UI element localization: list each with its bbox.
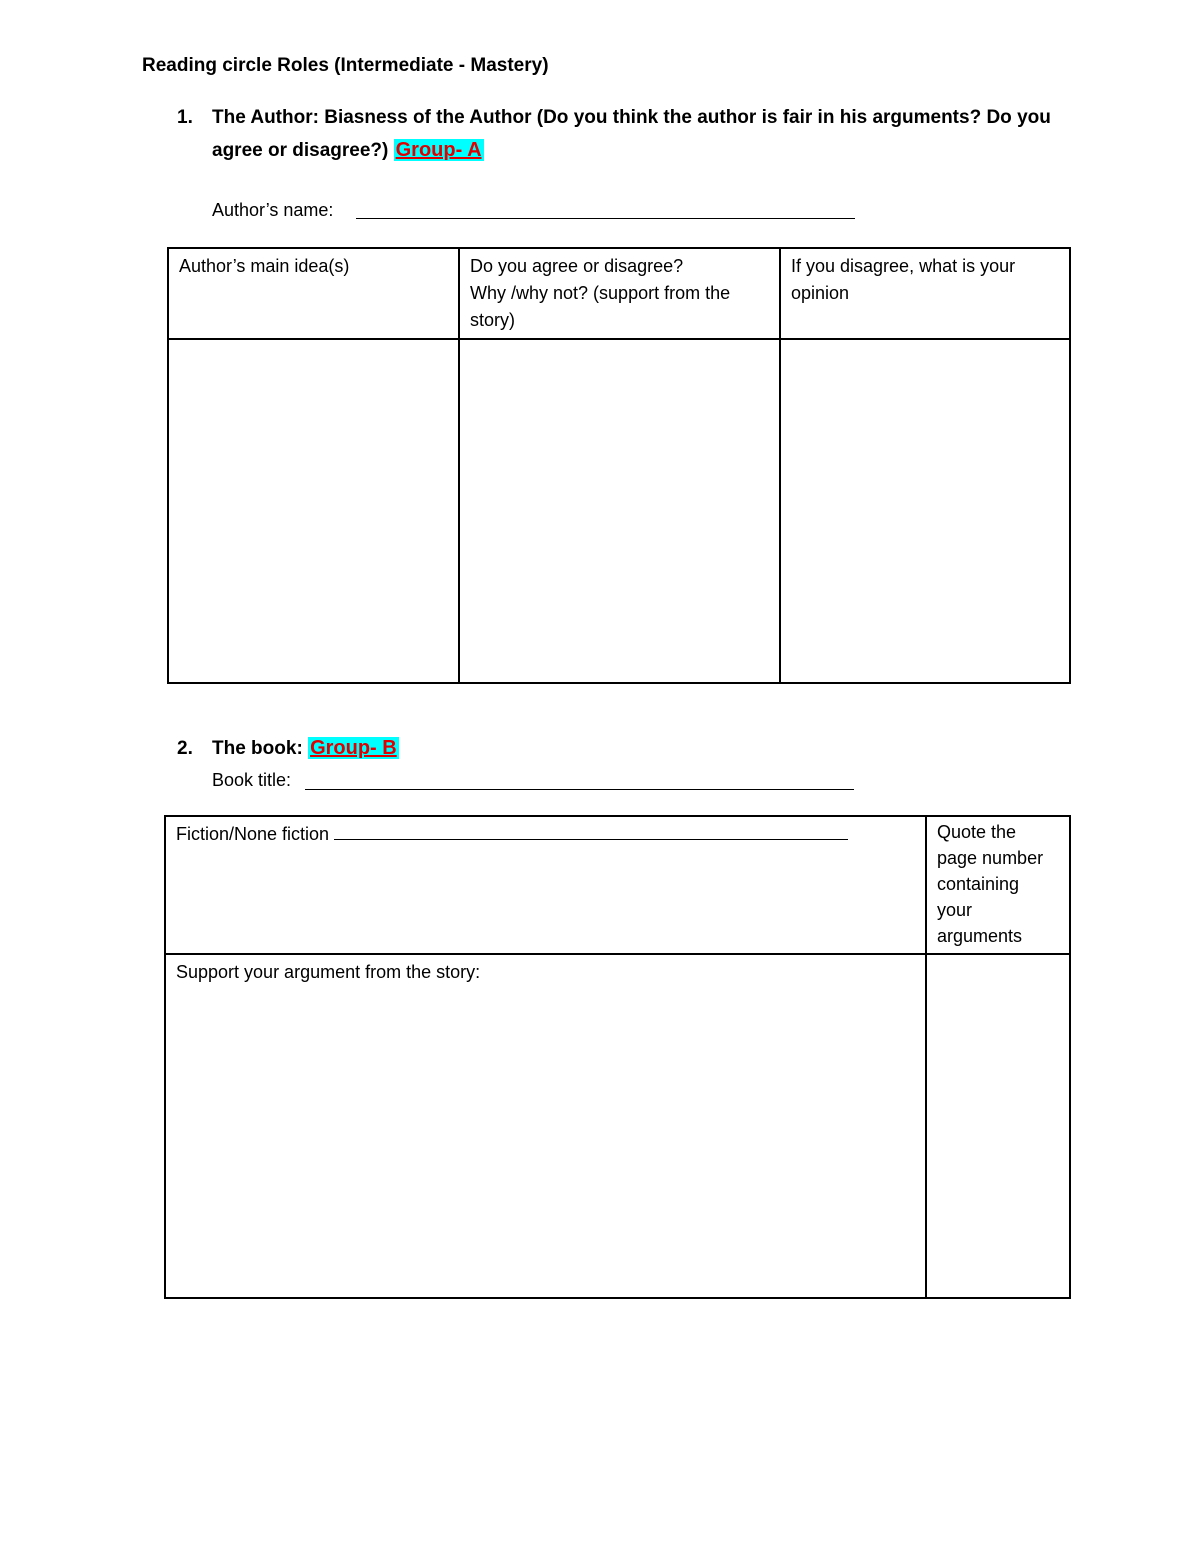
author-table-answer-row xyxy=(168,339,1070,683)
section-1-heading-line2-text: agree or disagree?) xyxy=(212,140,389,161)
page-number-answer-cell[interactable] xyxy=(926,954,1070,1298)
book-table xyxy=(164,815,1071,1299)
quote-line: page number xyxy=(937,848,1044,868)
header-opinion-line: opinion xyxy=(791,283,850,303)
support-argument-cell[interactable] xyxy=(165,954,926,1298)
header-agree-line: Do you agree or disagree? xyxy=(470,256,684,276)
page-title: Reading circle Roles (Intermediate - Mastery) xyxy=(142,55,549,76)
header-opinion-line: If you disagree, what is your xyxy=(791,256,1016,276)
fiction-cell xyxy=(165,816,926,954)
header-agree-line: Why /why not? (support from the xyxy=(470,283,731,303)
book-title-label: Book title: xyxy=(212,770,292,790)
quote-line: containing xyxy=(937,874,1020,894)
fiction-blank[interactable] xyxy=(334,823,848,840)
section-1-number: 1. xyxy=(177,107,193,128)
fiction-label: Fiction/None fiction xyxy=(176,824,330,844)
quote-page-header-cell xyxy=(926,816,1070,954)
author-table-header-agree xyxy=(459,248,780,339)
book-title-blank[interactable] xyxy=(305,789,854,790)
section-2-heading xyxy=(212,737,399,760)
author-table-header-main-idea-text: Author’s main idea(s) xyxy=(179,256,350,276)
author-table-header-main-idea xyxy=(168,248,459,339)
section-2-heading-text: The book: xyxy=(212,738,303,759)
quote-line: Quote the xyxy=(937,822,1017,842)
group-b-tag: Group- B xyxy=(310,737,397,759)
book-table-bottom-row xyxy=(165,954,1070,1298)
author-table xyxy=(167,247,1071,684)
quote-line: arguments xyxy=(937,926,1023,946)
author-name-label: Author’s name: xyxy=(212,200,334,220)
section-1-heading-line2 xyxy=(212,139,484,162)
author-table-header-opinion xyxy=(780,248,1070,339)
book-table-top-row xyxy=(165,816,1070,954)
group-a-tag: Group- A xyxy=(395,139,482,161)
author-name-blank[interactable] xyxy=(356,218,855,219)
quote-line: your xyxy=(937,900,973,920)
opinion-answer-cell[interactable] xyxy=(780,339,1070,683)
author-table-header-row xyxy=(168,248,1070,339)
section-1-heading-line1: The Author: Biasness of the Author (Do you think the author is fair in his arguments? Do you xyxy=(212,107,1051,128)
agree-answer-cell[interactable] xyxy=(459,339,780,683)
support-argument-label: Support your argument from the story: xyxy=(176,962,481,982)
header-agree-line: story) xyxy=(470,310,515,330)
main-idea-answer-cell[interactable] xyxy=(168,339,459,683)
section-2-number: 2. xyxy=(177,738,193,759)
